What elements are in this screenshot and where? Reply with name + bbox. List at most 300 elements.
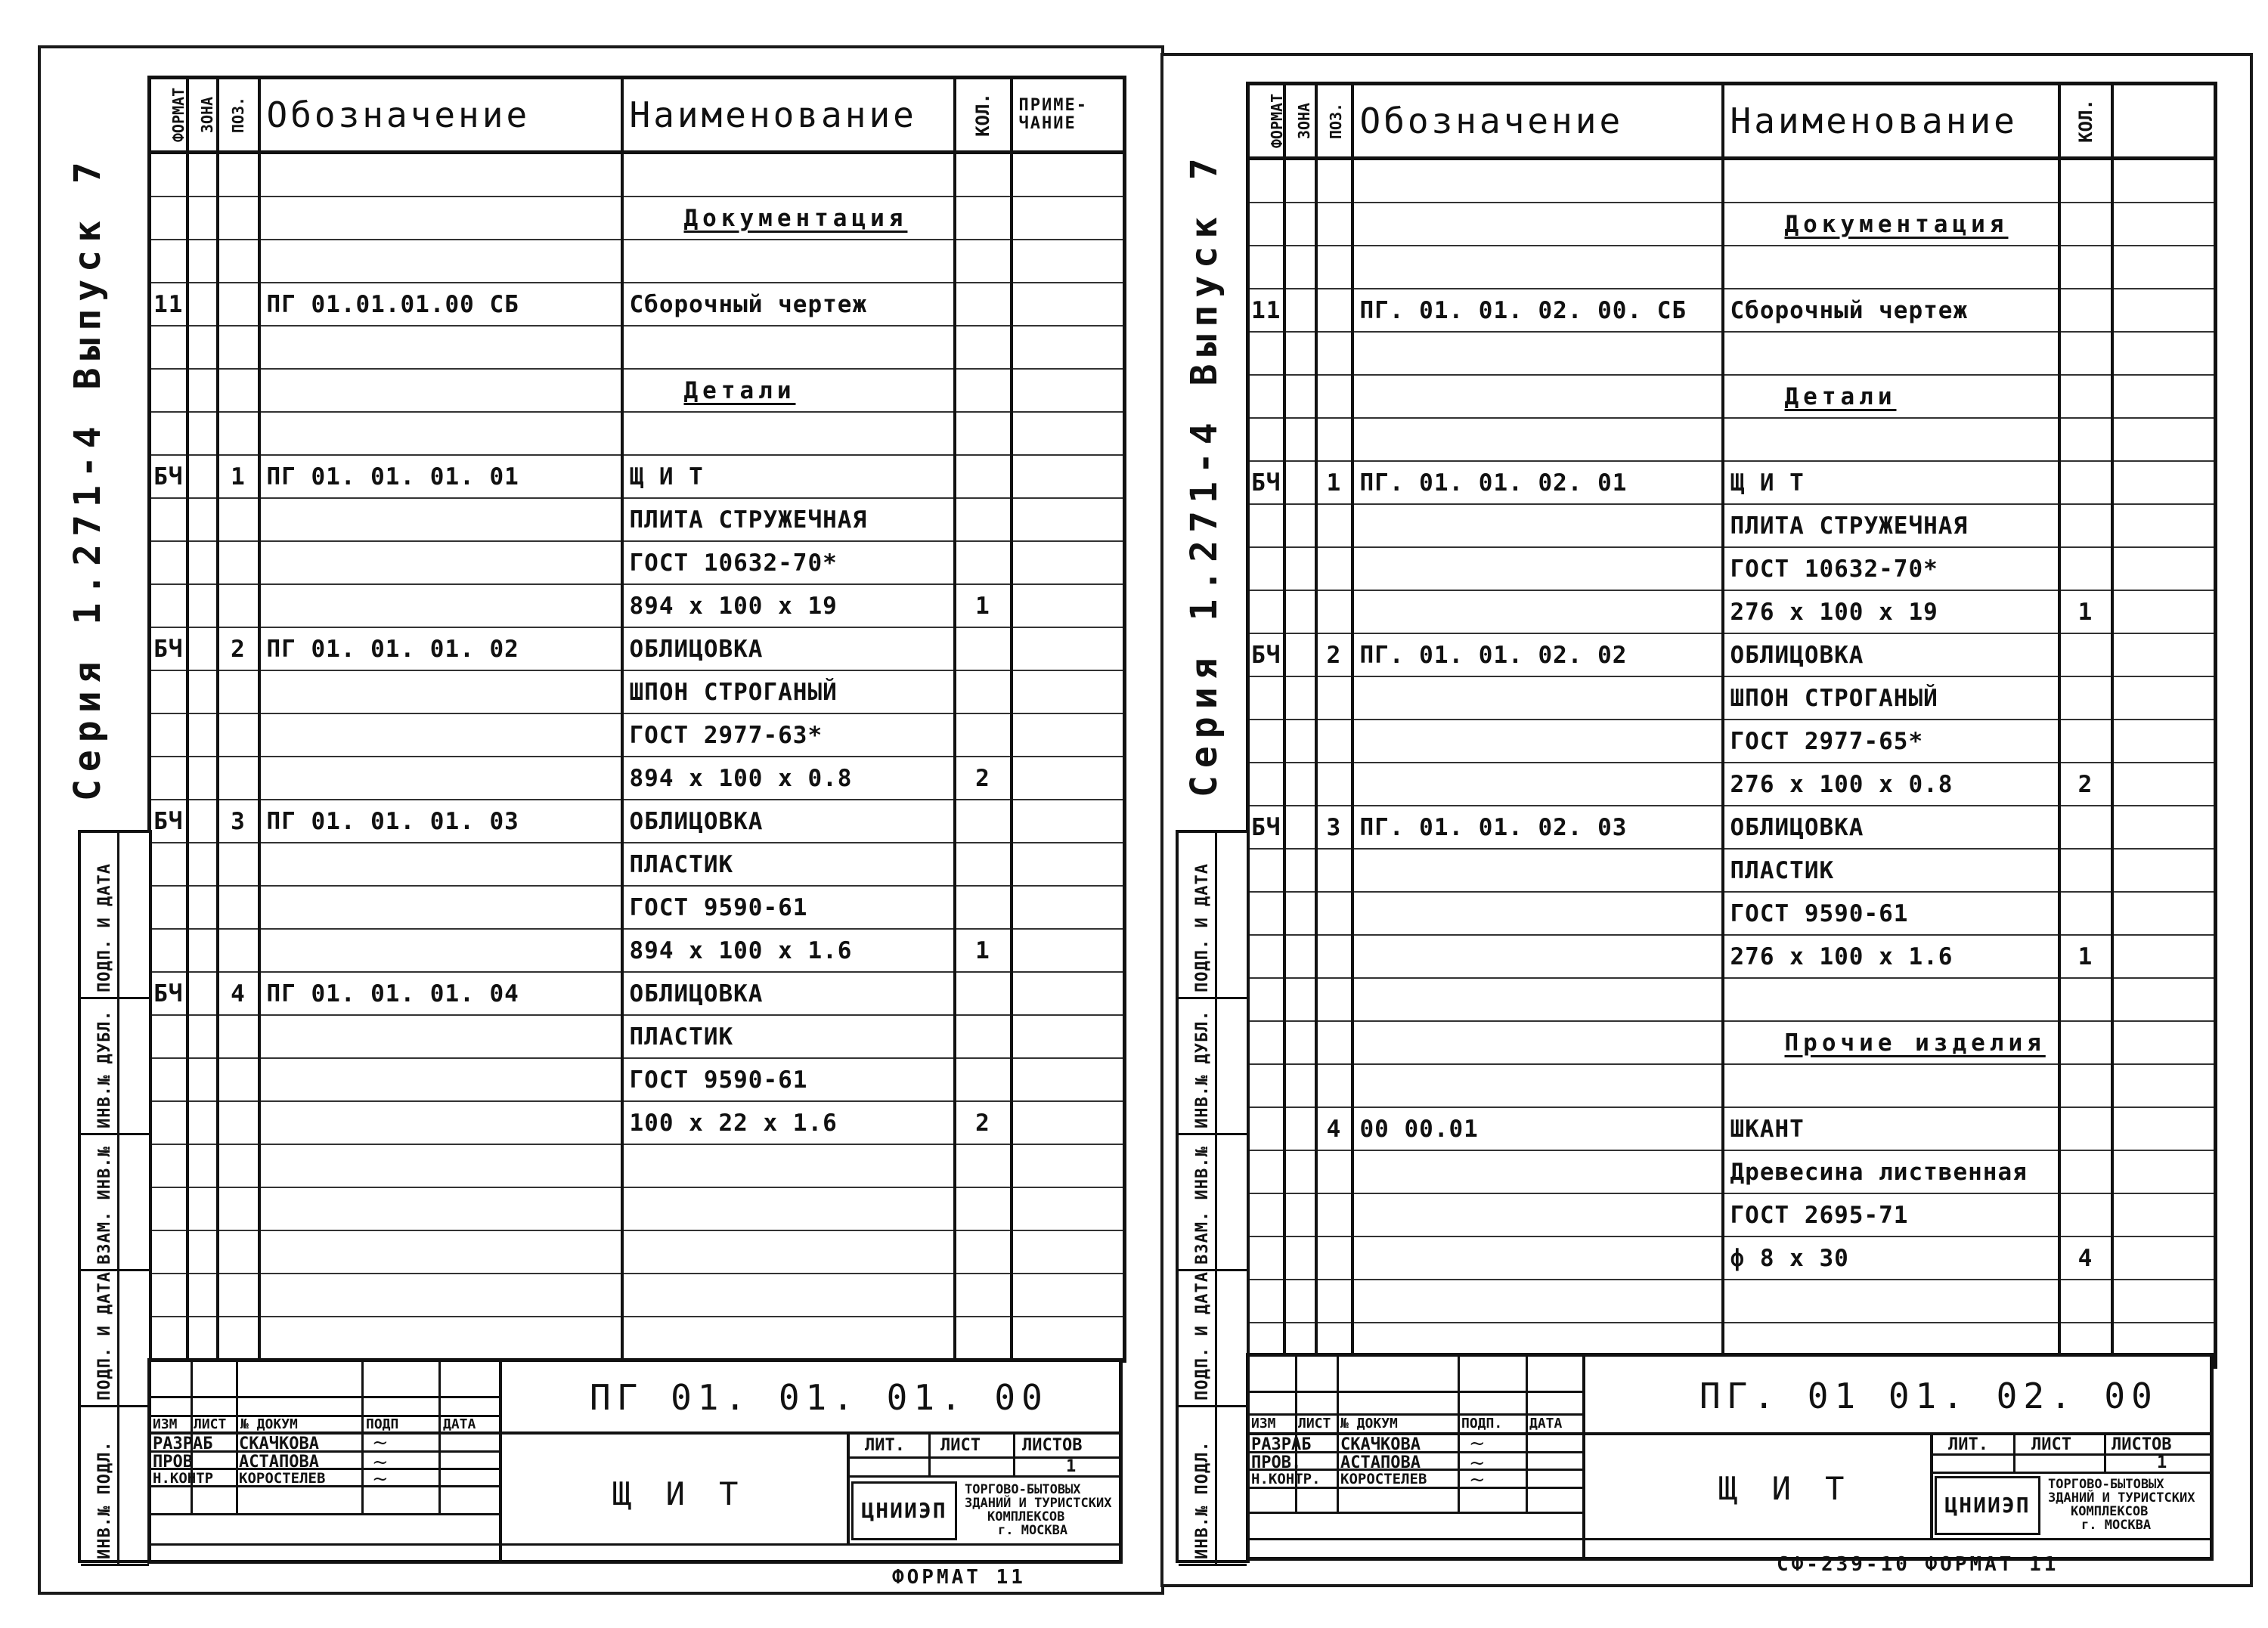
cell-format bbox=[150, 498, 187, 541]
cell-name bbox=[1723, 1280, 2059, 1323]
table-row bbox=[1248, 418, 2216, 461]
cell-note bbox=[1012, 1101, 1125, 1144]
table-row bbox=[150, 1058, 1125, 1101]
cell-qty bbox=[2059, 892, 2112, 935]
cell-qty bbox=[2059, 806, 2112, 849]
cell-qty bbox=[2059, 289, 2112, 332]
cell-qty bbox=[2059, 676, 2112, 720]
right-side-strip bbox=[1176, 830, 1250, 1563]
tb-prov-label: ПРОВ bbox=[153, 1453, 193, 1472]
cell-note bbox=[1012, 326, 1125, 369]
table-row bbox=[1248, 332, 2216, 375]
cell-name: 100 х 22 х 1.6 bbox=[622, 1101, 955, 1144]
cell-designation bbox=[259, 326, 622, 369]
cell-name: ОБЛИЦОВКА bbox=[622, 972, 955, 1015]
cell-qty bbox=[955, 800, 1012, 843]
table-row bbox=[1248, 849, 2216, 892]
cell-name: ГОСТ 9590-61 bbox=[622, 1058, 955, 1101]
cell-qty bbox=[955, 843, 1012, 886]
cell-format bbox=[1248, 763, 1284, 806]
header-zone: ЗОНА bbox=[1284, 84, 1316, 159]
cell-zone bbox=[1284, 1236, 1316, 1280]
side-stamp-label: ВЗАМ. ИНВ.№ bbox=[95, 1146, 114, 1264]
table-row bbox=[1248, 289, 2216, 332]
cell-note bbox=[2112, 246, 2216, 289]
cell-zone bbox=[1284, 1021, 1316, 1064]
org-line: КОМПЛЕКСОВ bbox=[987, 1509, 1065, 1524]
cell-designation: ПГ 01. 01. 01. 04 bbox=[259, 972, 622, 1015]
cell-designation bbox=[259, 1317, 622, 1361]
cell-zone bbox=[1284, 590, 1316, 633]
cell-note bbox=[2112, 590, 2216, 633]
tb-prov-label: ПРОВ. bbox=[1251, 1453, 1302, 1472]
tb-razrab-label: РАЗРАБ bbox=[1251, 1435, 1312, 1454]
cell-zone bbox=[1284, 203, 1316, 246]
table-row bbox=[150, 455, 1125, 498]
header-note-empty bbox=[2112, 84, 2216, 159]
table-row bbox=[1248, 461, 2216, 504]
cell-designation bbox=[1352, 375, 1723, 418]
cell-zone bbox=[1284, 332, 1316, 375]
cell-note bbox=[1012, 886, 1125, 929]
cell-format bbox=[1248, 1107, 1284, 1150]
table-row bbox=[150, 369, 1125, 412]
cell-note bbox=[1012, 369, 1125, 412]
cell-designation bbox=[1352, 935, 1723, 978]
cell-designation: ПГ. 01. 01. 02. 01 bbox=[1352, 461, 1723, 504]
cell-zone bbox=[187, 1317, 218, 1361]
cell-name: ОБЛИЦОВКА bbox=[622, 627, 955, 670]
cell-designation bbox=[1352, 547, 1723, 590]
cell-designation bbox=[1352, 246, 1723, 289]
org-line: ЗДАНИЙ И ТУРИСТСКИХ bbox=[2048, 1490, 2195, 1506]
tb-col-izm: ИЗМ bbox=[1251, 1416, 1276, 1431]
cell-format bbox=[150, 1101, 187, 1144]
cell-pos bbox=[1316, 375, 1352, 418]
cell-note bbox=[1012, 1187, 1125, 1230]
cell-pos bbox=[218, 1274, 259, 1317]
cell-note bbox=[2112, 461, 2216, 504]
table-row bbox=[1248, 1107, 2216, 1150]
tb-sheets-value: 1 bbox=[2157, 1453, 2167, 1472]
cell-format bbox=[1248, 892, 1284, 935]
cell-designation bbox=[1352, 978, 1723, 1021]
table-row bbox=[150, 1101, 1125, 1144]
cell-designation bbox=[259, 498, 622, 541]
cell-designation bbox=[259, 153, 622, 197]
cell-pos bbox=[1316, 418, 1352, 461]
cell-designation bbox=[1352, 720, 1723, 763]
cell-pos bbox=[1316, 159, 1352, 203]
table-row bbox=[1248, 159, 2216, 203]
table-row bbox=[150, 541, 1125, 584]
table-row bbox=[1248, 375, 2216, 418]
cell-name: ПЛАСТИК bbox=[622, 1015, 955, 1058]
cell-format: БЧ bbox=[1248, 461, 1284, 504]
cell-name bbox=[1723, 418, 2059, 461]
cell-pos bbox=[218, 369, 259, 412]
cell-note bbox=[1012, 627, 1125, 670]
cell-pos bbox=[1316, 935, 1352, 978]
cell-format bbox=[1248, 849, 1284, 892]
cell-pos bbox=[218, 1230, 259, 1274]
cell-name: ф 8 х 30 bbox=[1723, 1236, 2059, 1280]
table-row bbox=[1248, 892, 2216, 935]
cell-name bbox=[622, 1230, 955, 1274]
table-row bbox=[150, 326, 1125, 369]
cell-format bbox=[1248, 246, 1284, 289]
org-line: ТОРГОВО-БЫТОВЫХ bbox=[2048, 1477, 2164, 1492]
cell-note bbox=[1012, 283, 1125, 326]
org-line: ТОРГОВО-БЫТОВЫХ bbox=[965, 1482, 1081, 1497]
cell-pos bbox=[1316, 1150, 1352, 1193]
cell-pos bbox=[1316, 504, 1352, 547]
side-stamp-cell bbox=[81, 1271, 149, 1407]
cell-designation bbox=[259, 412, 622, 455]
cell-qty bbox=[2059, 1107, 2112, 1150]
cell-name: ГОСТ 9590-61 bbox=[1723, 892, 2059, 935]
cell-pos: 2 bbox=[218, 627, 259, 670]
cell-designation bbox=[1352, 418, 1723, 461]
cell-designation bbox=[259, 1230, 622, 1274]
left-spec-table bbox=[147, 76, 1126, 1363]
cell-qty bbox=[2059, 1193, 2112, 1236]
cell-name bbox=[1723, 1064, 2059, 1107]
cell-zone bbox=[1284, 375, 1316, 418]
cell-section-heading: Документация bbox=[1723, 203, 2059, 246]
cell-pos bbox=[218, 1317, 259, 1361]
table-row bbox=[1248, 978, 2216, 1021]
table-row bbox=[1248, 1064, 2216, 1107]
cell-name: Древесина лиственная bbox=[1723, 1150, 2059, 1193]
table-row bbox=[150, 240, 1125, 283]
tb-nkontr-name: КОРОСТЕЛЕВ bbox=[1340, 1471, 1427, 1487]
cell-zone bbox=[187, 1101, 218, 1144]
side-stamp-cell bbox=[1179, 1407, 1247, 1566]
side-stamp-cell bbox=[81, 999, 149, 1135]
cell-designation: ПГ. 01. 01. 02. 02 bbox=[1352, 633, 1723, 676]
cell-format bbox=[1248, 547, 1284, 590]
cell-name: ОБЛИЦОВКА bbox=[1723, 806, 2059, 849]
cell-qty: 4 bbox=[2059, 1236, 2112, 1280]
cell-name bbox=[622, 153, 955, 197]
cell-format bbox=[1248, 418, 1284, 461]
cell-zone bbox=[187, 800, 218, 843]
cell-qty bbox=[955, 1230, 1012, 1274]
cell-zone bbox=[187, 1144, 218, 1187]
side-stamp-label: ИНВ.№ ДУБЛ. bbox=[1193, 1010, 1212, 1128]
tb-col-data: ДАТА bbox=[1529, 1416, 1563, 1431]
cell-note bbox=[1012, 584, 1125, 627]
header-name: Наименование bbox=[622, 78, 955, 153]
side-stamp-cell bbox=[1179, 1135, 1247, 1271]
cell-qty bbox=[955, 369, 1012, 412]
table-row bbox=[150, 757, 1125, 800]
cell-pos bbox=[218, 1058, 259, 1101]
cell-pos bbox=[218, 197, 259, 240]
cell-note bbox=[1012, 1058, 1125, 1101]
cell-qty bbox=[2059, 633, 2112, 676]
cell-name: ПЛАСТИК bbox=[1723, 849, 2059, 892]
tb-prov-name: АСТАПОВА bbox=[239, 1453, 319, 1472]
side-stamp-cell bbox=[1179, 1271, 1247, 1407]
cell-format bbox=[150, 1058, 187, 1101]
tb-sheets-value: 1 bbox=[1066, 1457, 1077, 1476]
cell-pos bbox=[1316, 1193, 1352, 1236]
cell-pos bbox=[218, 412, 259, 455]
cell-name: Сборочный чертеж bbox=[622, 283, 955, 326]
cell-name: ПЛИТА СТРУЖЕЧНАЯ bbox=[1723, 504, 2059, 547]
org-line: ЗДАНИЙ И ТУРИСТСКИХ bbox=[965, 1496, 1112, 1511]
cell-pos bbox=[218, 1144, 259, 1187]
left-title-block bbox=[147, 1358, 1123, 1564]
cell-designation: ПГ. 01. 01. 02. 03 bbox=[1352, 806, 1723, 849]
cell-pos bbox=[1316, 590, 1352, 633]
table-row bbox=[150, 843, 1125, 886]
cell-name: Щ И Т bbox=[1723, 461, 2059, 504]
cell-name: ГОСТ 10632-70* bbox=[1723, 547, 2059, 590]
tb-doc-number: ПГ. 01 01. 02. 00 bbox=[1699, 1376, 2158, 1416]
cell-format bbox=[150, 1274, 187, 1317]
cell-zone bbox=[187, 1015, 218, 1058]
cell-zone bbox=[187, 197, 218, 240]
cell-qty bbox=[2059, 159, 2112, 203]
cell-format bbox=[150, 1187, 187, 1230]
cell-name: ОБЛИЦОВКА bbox=[1723, 633, 2059, 676]
side-stamp-label: ПОДП. И ДАТА bbox=[1193, 1271, 1212, 1401]
left-footer: ФОРМАТ 11 bbox=[892, 1566, 1026, 1589]
cell-zone bbox=[187, 240, 218, 283]
cell-qty: 1 bbox=[2059, 590, 2112, 633]
table-row bbox=[150, 153, 1125, 197]
side-stamp-label: ВЗАМ. ИНВ.№ bbox=[1193, 1146, 1212, 1264]
org-line: КОМПЛЕКСОВ bbox=[2071, 1504, 2149, 1519]
table-row bbox=[1248, 1236, 2216, 1280]
cell-format: БЧ bbox=[150, 455, 187, 498]
cell-pos bbox=[218, 757, 259, 800]
cell-designation bbox=[259, 713, 622, 757]
cell-section-heading: Прочие изделия bbox=[1723, 1021, 2059, 1064]
cell-designation bbox=[259, 584, 622, 627]
side-stamp-label: ИНВ.№ ПОДЛ. bbox=[1193, 1441, 1212, 1559]
cell-qty bbox=[2059, 203, 2112, 246]
cell-format bbox=[150, 584, 187, 627]
cell-note bbox=[2112, 892, 2216, 935]
cell-note bbox=[1012, 713, 1125, 757]
header-pos: ПОЗ. bbox=[1316, 84, 1352, 159]
cell-zone bbox=[187, 670, 218, 713]
cell-pos bbox=[1316, 720, 1352, 763]
cell-format: БЧ bbox=[150, 800, 187, 843]
table-row bbox=[1248, 1021, 2216, 1064]
header-format: ФОРМАТ bbox=[150, 78, 187, 153]
cell-qty bbox=[2059, 547, 2112, 590]
cell-pos bbox=[218, 153, 259, 197]
cell-qty: 1 bbox=[2059, 935, 2112, 978]
right-spec-table bbox=[1246, 82, 2217, 1369]
header-name: Наименование bbox=[1723, 84, 2059, 159]
cell-format bbox=[150, 541, 187, 584]
cell-designation bbox=[259, 197, 622, 240]
cell-format bbox=[150, 670, 187, 713]
side-stamp-cell bbox=[81, 1135, 149, 1271]
cell-pos bbox=[1316, 1236, 1352, 1280]
cell-name: ГОСТ 9590-61 bbox=[622, 886, 955, 929]
cell-name bbox=[622, 1144, 955, 1187]
cell-note bbox=[2112, 547, 2216, 590]
cell-zone bbox=[187, 455, 218, 498]
tb-col-podp: ПОДП. bbox=[1461, 1416, 1503, 1431]
cell-note bbox=[2112, 763, 2216, 806]
cell-pos bbox=[218, 1101, 259, 1144]
cell-pos bbox=[218, 1187, 259, 1230]
cell-format: БЧ bbox=[150, 627, 187, 670]
header-pos: ПОЗ. bbox=[218, 78, 259, 153]
cell-zone bbox=[1284, 246, 1316, 289]
tb-col-ndokum: № ДОКУМ bbox=[1340, 1416, 1398, 1431]
cell-pos bbox=[218, 1015, 259, 1058]
cell-designation bbox=[259, 240, 622, 283]
table-row bbox=[1248, 504, 2216, 547]
table-row bbox=[150, 800, 1125, 843]
cell-pos: 4 bbox=[218, 972, 259, 1015]
cell-zone bbox=[1284, 1280, 1316, 1323]
cell-note bbox=[2112, 203, 2216, 246]
cell-pos bbox=[218, 843, 259, 886]
table-row bbox=[1248, 763, 2216, 806]
cell-pos: 1 bbox=[218, 455, 259, 498]
cell-qty: 2 bbox=[955, 1101, 1012, 1144]
cell-format bbox=[150, 153, 187, 197]
cell-note bbox=[2112, 1236, 2216, 1280]
cell-note bbox=[1012, 1274, 1125, 1317]
header-note: ПРИМЕ- ЧАНИЕ bbox=[1012, 78, 1125, 153]
table-row bbox=[150, 584, 1125, 627]
cell-qty bbox=[955, 1187, 1012, 1230]
cell-format bbox=[150, 369, 187, 412]
cell-designation bbox=[1352, 849, 1723, 892]
cell-qty bbox=[955, 670, 1012, 713]
table-row bbox=[150, 1015, 1125, 1058]
cell-note bbox=[2112, 676, 2216, 720]
cell-pos bbox=[1316, 1064, 1352, 1107]
side-stamp-cell bbox=[1179, 999, 1247, 1135]
cell-zone bbox=[1284, 720, 1316, 763]
cell-pos bbox=[1316, 289, 1352, 332]
cell-zone bbox=[187, 843, 218, 886]
cell-note bbox=[2112, 332, 2216, 375]
cell-qty: 1 bbox=[955, 584, 1012, 627]
cell-zone bbox=[187, 713, 218, 757]
cell-designation bbox=[259, 1015, 622, 1058]
cell-note bbox=[2112, 504, 2216, 547]
cell-note bbox=[2112, 1150, 2216, 1193]
cell-zone bbox=[1284, 763, 1316, 806]
cell-designation bbox=[1352, 676, 1723, 720]
cell-pos bbox=[1316, 763, 1352, 806]
cell-pos bbox=[218, 713, 259, 757]
org-logo: ЦНИИЭП bbox=[851, 1481, 957, 1540]
table-row bbox=[150, 283, 1125, 326]
cell-note bbox=[1012, 670, 1125, 713]
cell-name: 276 х 100 х 19 bbox=[1723, 590, 2059, 633]
cell-name: ГОСТ 2977-63* bbox=[622, 713, 955, 757]
left-side-strip bbox=[78, 830, 152, 1563]
cell-pos bbox=[218, 240, 259, 283]
left-series-label: Серия 1.271-4 Выпуск 7 bbox=[67, 154, 109, 801]
cell-note bbox=[2112, 935, 2216, 978]
cell-format bbox=[1248, 1236, 1284, 1280]
cell-zone bbox=[1284, 935, 1316, 978]
cell-qty: 1 bbox=[955, 929, 1012, 972]
side-stamp-label: ПОДП. И ДАТА bbox=[95, 1271, 114, 1401]
cell-pos bbox=[1316, 849, 1352, 892]
cell-format bbox=[1248, 375, 1284, 418]
cell-zone bbox=[1284, 289, 1316, 332]
table-row bbox=[150, 627, 1125, 670]
cell-zone bbox=[1284, 806, 1316, 849]
cell-note bbox=[1012, 1015, 1125, 1058]
cell-zone bbox=[187, 369, 218, 412]
table-row bbox=[150, 929, 1125, 972]
cell-pos bbox=[1316, 547, 1352, 590]
cell-pos: 2 bbox=[1316, 633, 1352, 676]
tb-col-data: ДАТА bbox=[443, 1416, 476, 1432]
cell-format bbox=[150, 1015, 187, 1058]
cell-name: ШКАНТ bbox=[1723, 1107, 2059, 1150]
cell-qty bbox=[955, 1317, 1012, 1361]
cell-designation bbox=[1352, 892, 1723, 935]
cell-pos bbox=[218, 929, 259, 972]
cell-designation: ПГ. 01. 01. 02. 00. СБ bbox=[1352, 289, 1723, 332]
cell-qty bbox=[2059, 332, 2112, 375]
side-stamp-label: ИНВ.№ ДУБЛ. bbox=[95, 1010, 114, 1128]
cell-note bbox=[1012, 843, 1125, 886]
cell-designation bbox=[1352, 1193, 1723, 1236]
signature-mark: ~ bbox=[372, 1468, 389, 1490]
cell-zone bbox=[187, 153, 218, 197]
cell-zone bbox=[1284, 1107, 1316, 1150]
cell-zone bbox=[1284, 1064, 1316, 1107]
cell-zone bbox=[1284, 461, 1316, 504]
cell-format: 11 bbox=[1248, 289, 1284, 332]
table-row bbox=[150, 886, 1125, 929]
header-designation: Обозначение bbox=[259, 78, 622, 153]
table-row bbox=[150, 972, 1125, 1015]
table-row bbox=[1248, 246, 2216, 289]
cell-note bbox=[2112, 1193, 2216, 1236]
cell-format bbox=[1248, 203, 1284, 246]
signature-mark: ~ bbox=[372, 1451, 389, 1474]
cell-zone bbox=[1284, 978, 1316, 1021]
cell-pos bbox=[218, 283, 259, 326]
cell-format bbox=[150, 197, 187, 240]
cell-note bbox=[2112, 1064, 2216, 1107]
tb-product-name: Щ И Т bbox=[1718, 1470, 1852, 1507]
cell-format bbox=[1248, 1193, 1284, 1236]
cell-designation bbox=[1352, 763, 1723, 806]
cell-zone bbox=[1284, 504, 1316, 547]
tb-col-list: ЛИСТ bbox=[1298, 1416, 1331, 1431]
cell-format bbox=[150, 1317, 187, 1361]
table-row bbox=[150, 1144, 1125, 1187]
org-line: г. МОСКВА bbox=[998, 1523, 1068, 1538]
cell-format bbox=[1248, 1150, 1284, 1193]
cell-designation bbox=[259, 541, 622, 584]
table-row bbox=[1248, 1280, 2216, 1323]
cell-name: ШПОН СТРОГАНЫЙ bbox=[1723, 676, 2059, 720]
table-row bbox=[1248, 590, 2216, 633]
